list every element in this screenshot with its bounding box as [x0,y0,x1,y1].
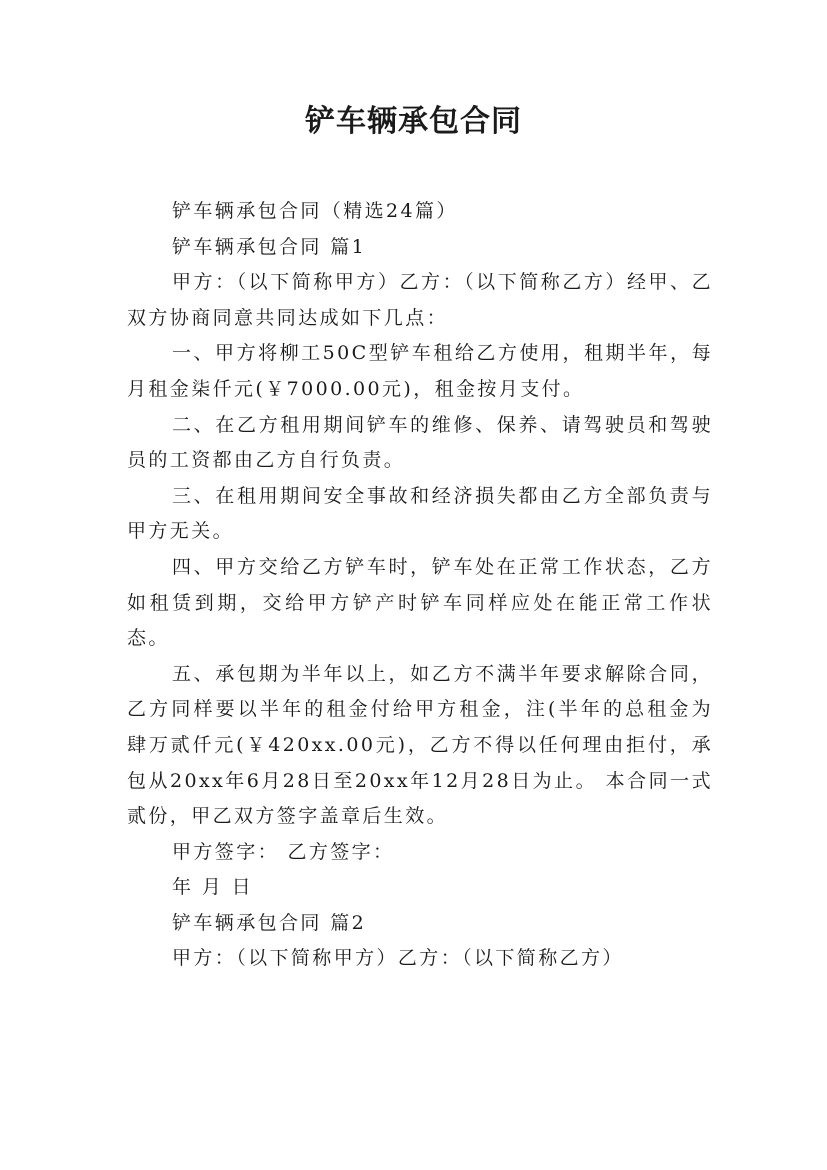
paragraph-clause-3: 三、在租用期间安全事故和经济损失都由乙方全部负责与甲方无关。 [127,484,713,543]
paragraph-section-heading-2: 铲车辆承包合同 篇2 [172,911,367,934]
paragraph-signatures: 甲方签字： 乙方签字： [172,840,395,863]
paragraph-clause-1: 一、甲方将柳工50C型铲车租给乙方使用，租期半年，每月租金柒仟元(￥7000.00元)，租金按月支付。 [127,342,713,400]
paragraph-date: 年 月 日 [172,876,254,899]
paragraph-subtitle: 铲车辆承包合同（精选24篇） [172,200,458,222]
paragraph-section-heading: 铲车辆承包合同 篇1 [172,235,367,258]
paragraph-clause-2: 二、在乙方租用期间铲车的维修、保养、请驾驶员和驾驶员的工资都由乙方自行负责。 [127,413,713,472]
paragraph-parties-2: 甲方：（以下简称甲方）乙方：（以下简称乙方） [172,947,624,970]
paragraph-clause-5: 五、承包期为半年以上，如乙方不满半年要求解除合同，乙方同样要以半年的租金付给甲方租金，注(半年的总租金为肆万贰仟元(￥420xx.00元)，乙方不得以任何理由拒付，承包从20xx年6月28日至20xx年12月28日为止。 本合同一式贰份，甲乙双方签字盖章后生效。 [127,662,713,828]
paragraph-parties: 甲方：（以下简称甲方）乙方：（以下简称乙方）经甲、乙双方协商同意共同达成如下几点： [127,271,713,329]
document-title: 铲车辆承包合同 [305,104,522,139]
document-body [127,194,713,977]
paragraph-clause-4: 四、甲方交给乙方铲车时，铲车处在正常工作状态，乙方如租赁到期，交给甲方铲产时铲车同样应处在能正常工作状态。 [127,555,713,650]
